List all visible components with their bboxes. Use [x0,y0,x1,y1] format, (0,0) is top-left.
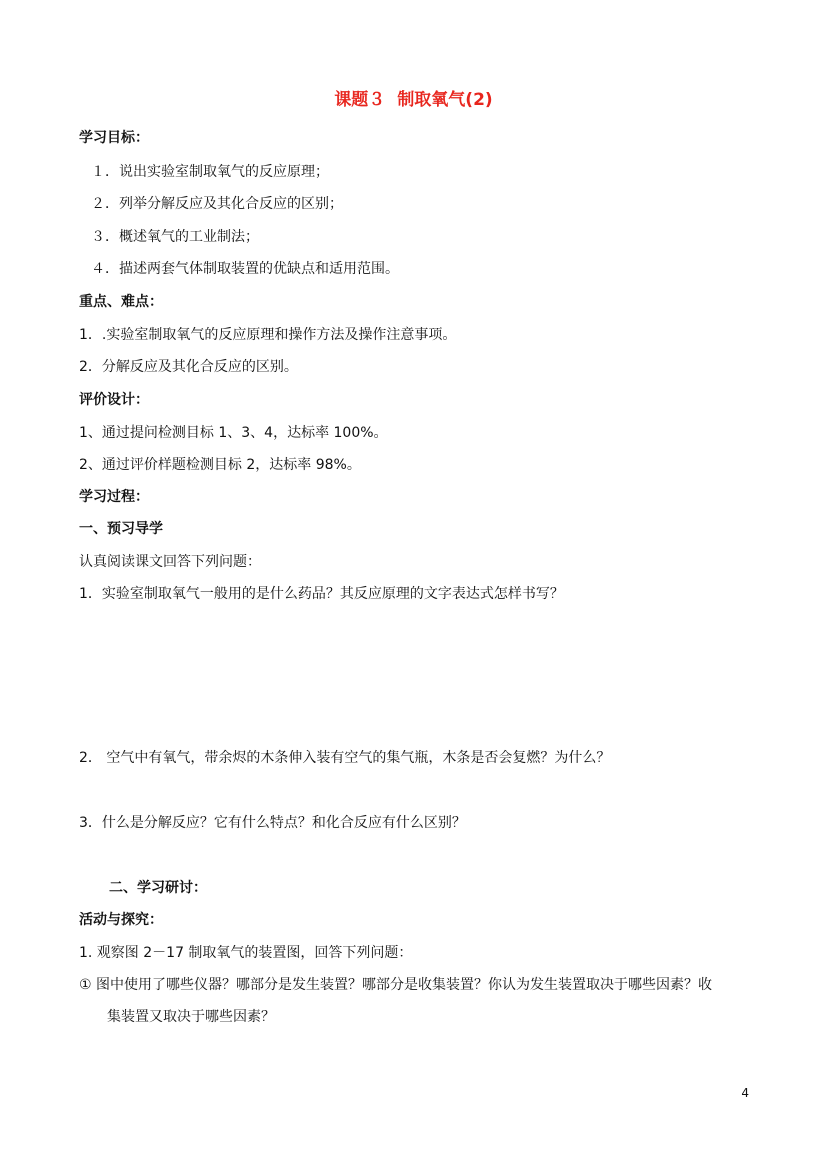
study-heading: 二、学习研讨： [109,880,207,896]
evaluation-item: 2、通过评价样题检测目标 2，达标率 98%。 [79,457,361,473]
evaluation-heading: 评价设计： [79,392,149,408]
key-point-item: 1．.实验室制取氧气的反应原理和操作方法及操作注意事项。 [79,327,457,343]
objective-item: ２．列举分解反应及其化合反应的区别； [91,196,343,212]
activity-item: 1. 观察图 2－17 制取氧气的装置图，回答下列问题： [79,945,413,961]
objective-item: ３．概述氧气的工业制法； [91,229,259,245]
objectives-heading: 学习目标： [79,130,149,146]
evaluation-item: 1、通过提问检测目标 1、3、4，达标率 100%。 [79,425,388,441]
key-points-heading: 重点、难点： [79,294,163,310]
key-point-item: 2．分解反应及其化合反应的区别。 [79,359,298,375]
question-item: 3．什么是分解反应？它有什么特点？和化合反应有什么区别？ [79,815,466,831]
page-title [0,88,827,112]
title-part1: 课题３ [334,90,386,110]
preview-heading: 一、预习导学 [79,521,163,537]
objective-item: １．说出实验室制取氧气的反应原理； [91,164,329,180]
activity-subitem: ① 图中使用了哪些仪器？哪部分是发生装置？哪部分是收集装置？你认为发生装置取决于哪些因素？收 [79,977,712,993]
process-heading: 学习过程： [79,489,149,505]
objective-item: ４．描述两套气体制取装置的优缺点和适用范围。 [91,261,399,277]
title-part2: 制取氧气(2) [397,90,493,110]
page-number: 4 [741,1086,749,1100]
activity-subitem-continued: 集装置又取决于哪些因素？ [107,1009,275,1025]
activity-heading: 活动与探究： [79,912,163,928]
question-item: 1．实验室制取氧气一般用的是什么药品？其反应原理的文字表达式怎样书写？ [79,586,564,602]
preview-intro: 认真阅读课文回答下列问题： [79,554,261,570]
question-item: 2． 空气中有氧气，带余烬的木条伸入装有空气的集气瓶，木条是否会复燃？为什么？ [79,750,611,766]
